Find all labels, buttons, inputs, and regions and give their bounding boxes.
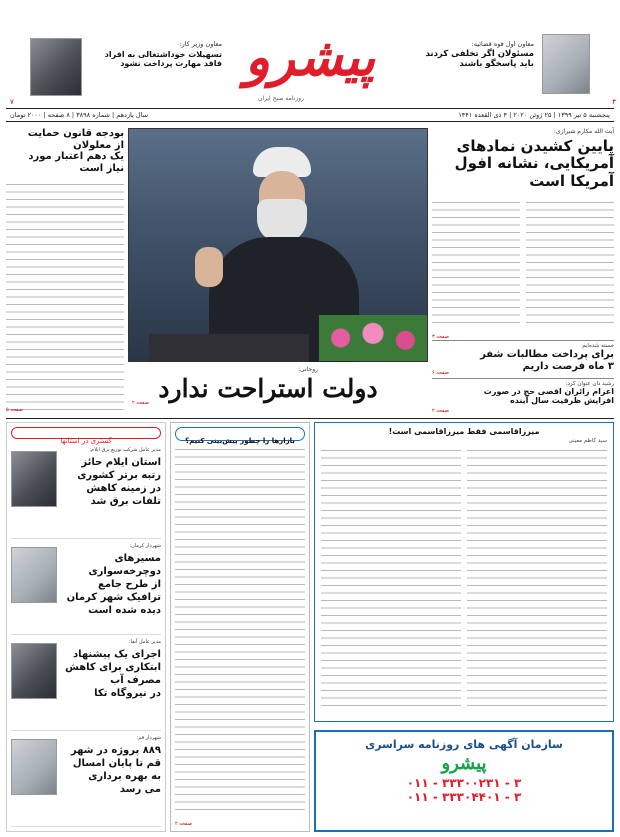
right-page-number: ۴: [612, 98, 616, 106]
third-headline-1: اعزام زائران اقصی حج در صورت: [483, 387, 614, 396]
province-photo: [11, 547, 57, 603]
province-photo: [11, 451, 57, 507]
lead-kicker: روحانی:: [297, 366, 318, 373]
top-left-page-ref: صفحه ۵: [6, 407, 23, 413]
right-kicker: معاون اول قوه قضائیه:: [471, 40, 534, 48]
second-headline-1: برای پرداخت مطالبات شفر: [480, 349, 614, 360]
province-kicker: شهردار کرمان:: [129, 543, 161, 549]
lead-headline: دولت استراحت ندارد: [158, 374, 378, 403]
top-left-story[interactable]: [6, 128, 124, 413]
top-right-page-ref: صفحه ۳: [432, 334, 449, 340]
top-right-story[interactable]: [432, 128, 614, 340]
ad-box[interactable]: [314, 730, 614, 832]
province-item[interactable]: [11, 731, 161, 827]
province-headline-line: از طرح جامع: [98, 579, 161, 590]
province-headline-line: در زمینه کاهش: [86, 483, 161, 494]
ad-phone-2: ۰۱۱ - ۳۳۳۰۴۴۰۱ - ۳: [406, 790, 522, 804]
second-page-ref: صفحه ۶: [432, 370, 449, 376]
province-headline-line: در نیروگاه تکا: [94, 688, 161, 699]
markets-header: [175, 427, 305, 445]
province-headline-line: تلفات برق شد: [90, 496, 161, 507]
province-item[interactable]: [11, 443, 161, 539]
province-headline-line: رتبه برتر کشوری: [77, 470, 161, 481]
left-headline-2: فاقد مهارت پرداخت نشود: [120, 59, 222, 69]
lead-desk: [149, 334, 309, 362]
top-right-body: [432, 198, 614, 326]
left-portrait: [30, 38, 82, 96]
top-right-second-story[interactable]: [432, 340, 614, 376]
markets-page-ref: صفحه ۲: [175, 821, 192, 827]
top-right-headline-1: پایین کشیدن نمادهای: [456, 137, 614, 155]
logo-text: پیشرو: [244, 27, 376, 88]
right-portrait: [542, 34, 590, 94]
province-headline-line: ترافیک شهر کرمان: [66, 592, 161, 603]
markets-title: بازارها را چطور پیش‌بینی کنیم؟: [185, 437, 295, 445]
provinces-header: [11, 427, 161, 445]
top-left-headline-4: نیاز است: [79, 162, 124, 174]
right-headline-1: مسئولان اگر تخلفی کردند: [425, 49, 534, 59]
tagline: روزنامه صبح ایران: [258, 95, 304, 102]
left-kicker: معاون وزیر کار:: [179, 40, 222, 48]
province-headline-line: ۸۸۹ پروژه در شهر: [70, 745, 161, 756]
top-left-body: [6, 180, 124, 416]
third-page-ref: صفحه ۲: [432, 408, 449, 414]
second-kicker: خسته شده‌ایم: [582, 343, 614, 349]
section-divider: [6, 418, 614, 419]
editorial-author: سید کاظم معینی: [568, 438, 607, 444]
top-left-headline-2: از معلولان: [73, 139, 124, 151]
markets-story[interactable]: [170, 422, 310, 832]
province-headline-line: مصرف آب: [110, 675, 161, 686]
province-item[interactable]: [11, 539, 161, 635]
province-headline-line: دوچرخه‌سواری: [88, 566, 161, 577]
province-headline-line: مسیرهای: [114, 553, 161, 564]
lead-photo: [128, 128, 428, 362]
top-right-headline-2: آمریکایی، نشانه افول: [454, 154, 614, 173]
province-headline-line: استان ایلام حائز: [81, 457, 161, 468]
top-right-headline-3: آمریکا است: [529, 171, 614, 190]
province-kicker: شهردار قم:: [136, 735, 161, 741]
right-teaser[interactable]: [394, 40, 534, 70]
ad-phone-1: ۰۱۱ - ۳۳۳۰۰۲۳۱ - ۳: [406, 776, 522, 790]
province-headline-line: دیده شده است: [88, 605, 161, 616]
province-headline-line: اجرای یک پیشنهاد: [73, 649, 161, 660]
third-kicker: رشید دان عنوان کرد:: [565, 381, 614, 387]
dateline-bar: [6, 108, 614, 122]
province-photo: [11, 643, 57, 699]
lead-figure-hand: [195, 247, 223, 287]
lead-flowers: [319, 315, 427, 361]
masthead: [0, 0, 620, 125]
editorial-title: میرزاقاسمی فقط میرزاقاسمی است!: [388, 427, 540, 436]
right-headline-2: باید پاسخگو باشند: [459, 58, 534, 69]
editorial-box[interactable]: [314, 422, 614, 722]
provinces-column: [6, 422, 166, 832]
province-headline-line: ابتکاری برای کاهش: [65, 662, 161, 673]
top-right-kicker: آیت الله مکارم شیرازی:: [553, 128, 614, 135]
logo: [230, 22, 390, 94]
top-left-headline-1: بودجه قانون حمایت: [27, 128, 124, 139]
province-kicker: مدیر عامل شرکت توزیع برق ایلام:: [89, 447, 161, 453]
left-headline-1: تسهیلات خوداشتغالی به افراد: [104, 50, 222, 59]
province-headline-line: به بهره برداری: [88, 771, 161, 782]
lead-story[interactable]: [128, 362, 428, 414]
ad-title: سازمان آگهی های روزنامه سراسری: [365, 738, 563, 751]
top-left-headline-3: یک دهم اعتبار مورد: [28, 151, 124, 162]
left-page-number: ۷: [10, 98, 14, 106]
dateline-right: پنجشنبه ۵ تیر ۱۳۹۹ | ۲۵ ژوئن ۲۰۲۰ | ۴ ذی القعده ۱۴۴۱: [458, 111, 610, 119]
ad-brand: پیشرو: [441, 753, 487, 774]
editorial-body: [321, 446, 607, 708]
province-photo: [11, 739, 57, 795]
province-item[interactable]: [11, 635, 161, 731]
lead-page-ref: صفحه ۲: [132, 400, 149, 406]
markets-body: [175, 445, 305, 815]
province-kicker: مدیر عامل آبفا:: [128, 639, 161, 645]
dateline-left: سال یازدهم | شماره ۳۸۹۸ | ۸ صفحه | ۲۰۰۰ تومان: [10, 111, 149, 119]
province-list: [7, 443, 165, 827]
province-headline-line: می رسد: [119, 784, 161, 795]
third-headline-2: افزایش ظرفیت سال آینده: [509, 396, 614, 406]
second-headline-2: ۳ ماه فرصت داریم: [522, 360, 614, 372]
top-right-third-story[interactable]: [432, 378, 614, 414]
left-teaser[interactable]: [92, 40, 222, 68]
province-headline-line: قم تا پایان امسال: [72, 758, 161, 769]
provinces-header-label: گستری در استانها: [60, 437, 112, 445]
